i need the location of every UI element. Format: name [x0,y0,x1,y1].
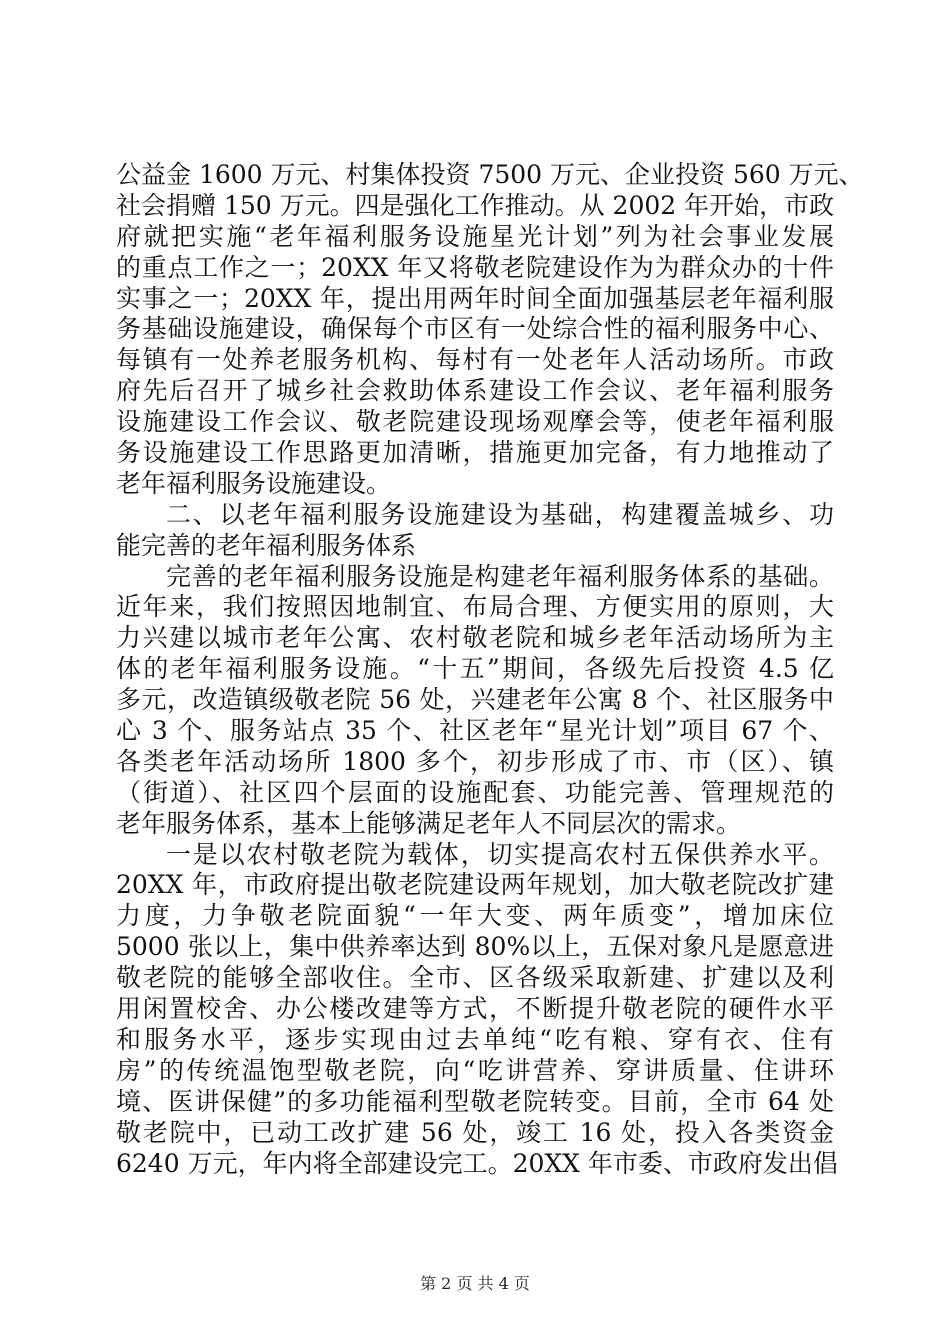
text-line: 府就把实施“老年福利服务设施星光计划”列为社会事业发展 [116,221,834,251]
text-line: 务基础设施建设，确保每个市区有一处综合性的福利服务中心、 [116,314,834,344]
text-line: 二、以老年福利服务设施建设为基础，构建覆盖城乡、功 [166,499,834,529]
text-line: 能完善的老年福利服务体系 [116,530,417,560]
text-line: 各类老年活动场所 1800 多个，初步形成了市、市（区）、镇 [116,746,834,776]
text-line: 完善的老年福利服务设施是构建老年福利服务体系的基础。 [166,561,834,591]
text-line: 务设施建设工作思路更加清晰，措施更加完备，有力地推动了 [116,438,834,468]
text-line: （街道）、社区四个层面的设施配套、功能完善、管理规范的 [116,777,834,807]
text-line: 房”的传统温饱型敬老院，向“吃讲营养、穿讲质量、住讲环 [116,1055,834,1085]
text-line: 敬老院的能够全部收住。全市、区各级采取新建、扩建以及利 [116,963,834,993]
text-line: 设施建设工作会议、敬老院建设现场观摩会等，使老年福利服 [116,407,834,437]
text-line: 力兴建以城市老年公寓、农村敬老院和城乡老年活动场所为主 [116,623,834,653]
text-line: 20XX 年，市政府提出敬老院建设两年规划，加大敬老院改扩建 [116,870,834,900]
text-line: 心 3 个、服务站点 35 个、社区老年“星光计划”项目 67 个、 [116,716,834,746]
text-line: 体的老年福利服务设施。“十五”期间，各级先后投资 4.5 亿 [116,654,834,684]
text-line: 实事之一；20XX 年，提出用两年时间全面加强基层老年福利服 [116,283,834,313]
text-line: 6240 万元，年内将全部建设完工。20XX 年市委、市政府发出倡 [116,1148,838,1178]
text-line: 敬老院中，已动工改扩建 56 处，竣工 16 处，投入各类资金 [116,1117,834,1147]
text-line: 近年来，我们按照因地制宜、布局合理、方便实用的原则，大 [116,592,834,622]
text-line: 每镇有一处养老服务机构、每村有一处老年人活动场所。市政 [116,345,834,375]
text-line: 的重点工作之一；20XX 年又将敬老院建设作为为群众办的十件 [116,252,834,282]
text-line: 公益金 1600 万元、村集体投资 7500 万元、企业投资 560 万元、 [116,160,864,189]
text-line: 和服务水平，逐步实现由过去单纯“吃有粮、穿有衣、住有 [116,1024,834,1054]
text-line: 府先后召开了城乡社会救助体系建设工作会议、老年福利服务 [116,376,834,406]
text-line: 老年服务体系，基本上能够满足老年人不同层次的需求。 [116,808,742,838]
text-line: 力度，力争敬老院面貌“一年大变、两年质变”，增加床位 [116,901,834,931]
text-line: 用闲置校舍、办公楼改建等方式，不断提升敬老院的硬件水平 [116,994,834,1024]
text-line: 社会捐赠 150 万元。四是强化工作推动。从 2002 年开始，市政 [116,190,835,220]
text-line: 境、医讲保健”的多功能福利型敬老院转变。目前，全市 64 处 [116,1086,834,1116]
text-line: 老年福利服务设施建设。 [116,468,392,498]
page-footer: 第 2 页 共 4 页 [420,1274,530,1293]
text-line: 多元，改造镇级敬老院 56 处，兴建老年公寓 8 个、社区服务中 [116,685,834,715]
text-line: 5000 张以上，集中供养率达到 80%以上，五保对象凡是愿意进 [116,932,834,962]
body-text [116,160,864,1179]
text-line: 一是以农村敬老院为载体，切实提高农村五保供养水平。 [166,839,834,869]
